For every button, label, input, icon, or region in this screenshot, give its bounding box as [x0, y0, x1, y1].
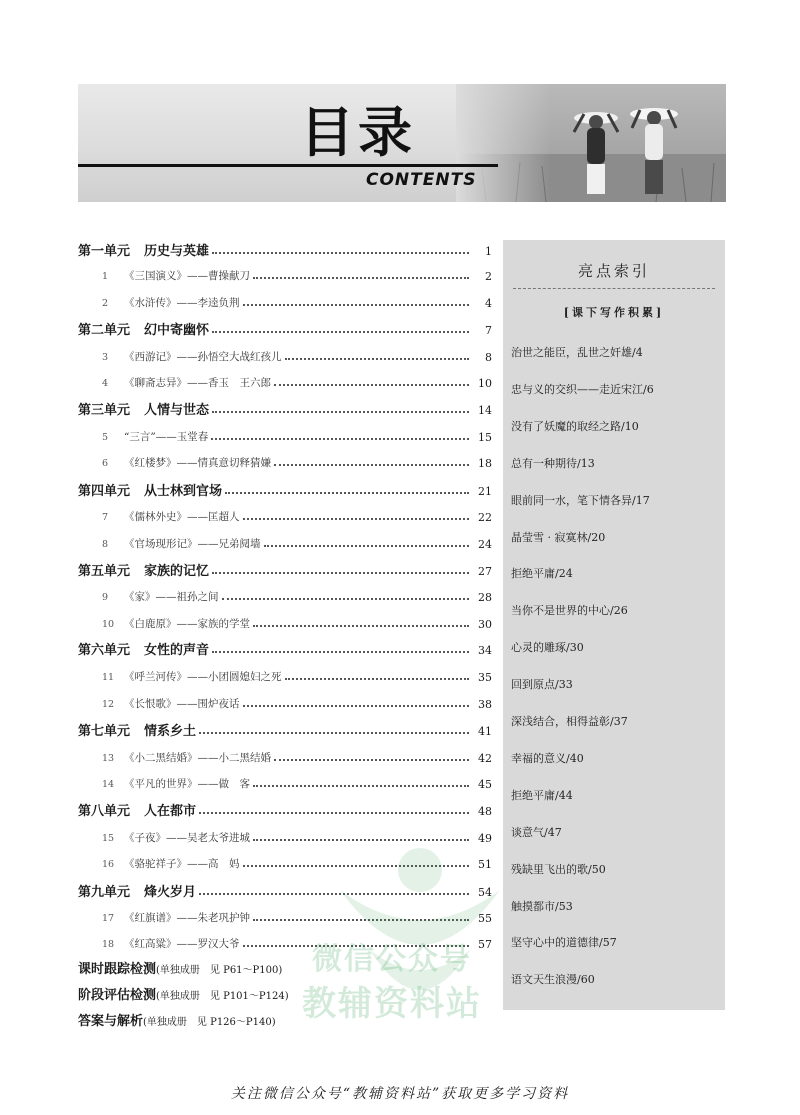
unit-heading: [78, 805, 196, 818]
panel-subtitle: [课下写作积累]: [563, 306, 665, 319]
unit-title: 烽火岁月: [144, 884, 197, 900]
lesson-heading: [78, 939, 240, 950]
lesson-title: 《红楼梦》——情真意切释猜嫌: [124, 456, 271, 469]
lesson-number: 10: [102, 618, 115, 630]
unit-heading: [78, 644, 209, 657]
page-number: 10: [478, 376, 492, 390]
page-number: 42: [478, 751, 492, 765]
lesson-number: 18: [102, 938, 115, 950]
unit-heading: [78, 324, 209, 337]
leader-dots: [285, 677, 470, 680]
page-number: 24: [478, 537, 492, 551]
toc-unit-row: [78, 720, 492, 742]
toc-unit-row: [78, 480, 492, 502]
lesson-number: 1: [102, 270, 109, 282]
leader-dots: [285, 357, 470, 360]
lesson-title: 《三国演义》——曹操献刀: [124, 269, 250, 282]
lesson-heading: [78, 592, 219, 603]
page-number: 4: [485, 296, 492, 310]
watermark-line1: 微信公众号: [312, 942, 472, 977]
index-item: 心灵的雕琢/30: [511, 641, 584, 655]
leader-dots: [211, 437, 469, 440]
unit-label: 第七单元: [78, 723, 131, 739]
lesson-title: “三言”——玉堂春: [124, 430, 209, 443]
page-number: 48: [478, 804, 492, 818]
lesson-title: 《小二黑结婚》——小二黑结婚: [124, 751, 271, 764]
lesson-number: 17: [102, 912, 115, 924]
unit-label: 第四单元: [78, 483, 131, 499]
page-number: 15: [478, 430, 492, 444]
unit-title: 从士林到官场: [144, 483, 223, 499]
unit-heading: [78, 886, 196, 899]
extra-note: (单独成册 见 P61～P100): [156, 964, 283, 976]
panel-title: 亮点索引: [577, 262, 650, 280]
page-number: 28: [478, 590, 492, 604]
unit-title: 情系乡土: [144, 723, 197, 739]
page-number: 22: [478, 510, 492, 524]
page-number: 54: [478, 885, 492, 899]
page-subtitle: CONTENTS: [366, 170, 477, 190]
page-number: 49: [478, 831, 492, 845]
page-number: 41: [478, 724, 492, 738]
toc-lesson-row: [78, 773, 492, 795]
toc-unit-row: [78, 319, 492, 341]
lesson-number: 13: [102, 752, 115, 764]
toc-lesson-row: [78, 747, 492, 769]
extra-heading: [78, 963, 282, 976]
lesson-number: 7: [102, 511, 109, 523]
extra-label: 课时跟踪检测: [78, 961, 157, 977]
leader-dots: [212, 650, 469, 653]
lesson-heading: [78, 298, 240, 309]
lesson-title: 《官场现形记》——兄弟阋墙: [124, 537, 261, 550]
lesson-number: 3: [102, 351, 109, 363]
lesson-title: 《长恨歌》——围炉夜话: [124, 697, 240, 710]
lesson-number: 9: [102, 591, 109, 603]
toc-lesson-row: [78, 666, 492, 688]
watermark-line2: 教辅资料站: [302, 984, 482, 1024]
toc-lesson-row: [78, 586, 492, 608]
toc-lesson-row: [78, 426, 492, 448]
toc-lesson-row: [78, 506, 492, 528]
lesson-heading: [78, 619, 250, 630]
page-number: 18: [478, 456, 492, 470]
lesson-heading: [78, 672, 282, 683]
lesson-title: 《平凡的世界》——做 客: [124, 777, 250, 790]
header-banner: [78, 84, 726, 202]
leader-dots: [274, 758, 469, 761]
lesson-number: 14: [102, 778, 115, 790]
unit-title: 人在都市: [144, 803, 197, 819]
page-title: 目录: [300, 101, 416, 164]
unit-heading: [78, 485, 222, 498]
leader-dots: [253, 624, 469, 627]
lesson-title: 《子夜》——吴老太爷进城: [124, 831, 250, 844]
index-item: 残缺里飞出的歌/50: [511, 862, 606, 876]
lesson-title: 《水浒传》——李逵负荆: [124, 296, 240, 309]
leader-dots: [253, 784, 469, 787]
page-number: 35: [478, 670, 492, 684]
extra-note: (单独成册 见 P126～P140): [143, 1016, 276, 1028]
page-number: 55: [478, 911, 492, 925]
leader-dots: [253, 276, 469, 279]
lesson-heading: [78, 913, 250, 924]
page-number: 21: [478, 484, 492, 498]
leader-dots: [212, 251, 469, 254]
unit-label: 第八单元: [78, 803, 131, 819]
unit-heading: [78, 404, 209, 417]
page-number: 1: [485, 244, 492, 258]
lesson-number: 12: [102, 698, 115, 710]
page-number: 7: [485, 323, 492, 337]
toc-unit-row: [78, 399, 492, 421]
leader-dots: [274, 383, 469, 386]
lesson-number: 6: [102, 457, 109, 469]
extra-label: 答案与解析: [78, 1013, 144, 1029]
lesson-title: 《聊斋志异》——香玉 王六郎: [124, 376, 271, 389]
page-number: 34: [478, 643, 492, 657]
unit-label: 第三单元: [78, 402, 131, 418]
lesson-title: 《白鹿原》——家族的学堂: [124, 617, 250, 630]
panel-divider: [513, 288, 715, 289]
lesson-heading: [78, 458, 271, 469]
unit-label: 第二单元: [78, 322, 131, 338]
index-item: 回到原点/33: [511, 678, 573, 692]
lesson-title: 《儒林外史》——匡超人: [124, 510, 240, 523]
lesson-title: 《骆驼祥子》——高 妈: [124, 857, 240, 870]
lesson-number: 16: [102, 858, 115, 870]
lesson-number: 4: [102, 377, 109, 389]
index-item: 当你不是世界的中心/26: [511, 604, 628, 618]
toc-lesson-row: [78, 265, 492, 287]
lesson-title: 《家》——祖孙之间: [124, 590, 219, 603]
unit-label: 第九单元: [78, 884, 131, 900]
page-number: 38: [478, 697, 492, 711]
leader-dots: [243, 303, 470, 306]
leader-dots: [274, 463, 469, 466]
leader-dots: [264, 544, 470, 547]
lesson-heading: [78, 859, 240, 870]
lesson-heading: [78, 512, 240, 523]
lesson-number: 15: [102, 832, 115, 844]
lesson-heading: [78, 432, 208, 443]
lesson-heading: [78, 699, 240, 710]
toc-lesson-row: [78, 533, 492, 555]
lesson-title: 《红旗谱》——朱老巩护钟: [124, 911, 250, 924]
index-item: 总有一种期待/13: [511, 456, 595, 470]
index-item: 晶莹雪 · 寂寞林/20: [511, 530, 606, 544]
index-item: 拒绝平庸/24: [511, 567, 573, 581]
unit-title: 女性的声音: [144, 642, 210, 658]
toc-lesson-row: [78, 346, 492, 368]
page-number: 2: [485, 269, 492, 283]
index-item: 眼前同一水，笔下情各异/17: [511, 493, 650, 507]
page-number: 51: [478, 857, 492, 871]
leader-dots: [199, 731, 469, 734]
lesson-number: 5: [102, 431, 109, 443]
extra-note: (单独成册 见 P101～P124): [156, 990, 289, 1002]
lesson-number: 11: [102, 671, 115, 683]
title-rule: [78, 164, 498, 167]
unit-title: 幻中寄幽怀: [144, 322, 210, 338]
unit-heading: [78, 565, 209, 578]
toc-unit-row: [78, 560, 492, 582]
unit-heading: [78, 245, 209, 258]
lesson-heading: [78, 779, 250, 790]
toc-lesson-row: [78, 613, 492, 635]
extra-heading: [78, 989, 289, 1002]
footer-note: 关注微信公众号“教辅资料站”获取更多学习资料: [230, 1086, 570, 1102]
lesson-title: 《西游记》——孙悟空大战红孩儿: [124, 350, 282, 363]
unit-label: 第六单元: [78, 642, 131, 658]
leader-dots: [212, 571, 469, 574]
extra-label: 阶段评估检测: [78, 987, 157, 1003]
toc-unit-row: [78, 639, 492, 661]
index-item: 谈意气/47: [511, 825, 562, 839]
unit-title: 人情与世态: [144, 402, 210, 418]
lesson-heading: [78, 833, 250, 844]
toc-lesson-row: [78, 292, 492, 314]
unit-label: 第五单元: [78, 563, 131, 579]
lesson-heading: [78, 352, 282, 363]
field-photo: [456, 84, 726, 202]
leader-dots: [212, 330, 469, 333]
page-number: 8: [485, 350, 492, 364]
lesson-number: 8: [102, 538, 109, 550]
index-item: 坚守心中的道德律/57: [511, 936, 617, 950]
page-number: 45: [478, 777, 492, 791]
leader-dots: [243, 517, 470, 520]
index-item: 没有了妖魔的取经之路/10: [511, 419, 639, 433]
toc-lesson-row: [78, 693, 492, 715]
index-item: 幸福的意义/40: [511, 751, 584, 765]
toc-lesson-row: [78, 372, 492, 394]
unit-title: 历史与英雄: [144, 243, 210, 259]
leader-dots: [212, 410, 469, 413]
unit-title: 家族的记忆: [144, 563, 210, 579]
page-number: 14: [478, 403, 492, 417]
lesson-heading: [78, 378, 271, 389]
page-number: 27: [478, 564, 492, 578]
lesson-number: 2: [102, 297, 109, 309]
index-item: 语文天生浪漫/60: [511, 973, 595, 987]
unit-heading: [78, 725, 196, 738]
lesson-heading: [78, 271, 250, 282]
page-number: 57: [478, 937, 492, 951]
lesson-heading: [78, 539, 261, 550]
index-item: 拒绝平庸/44: [511, 788, 573, 802]
extra-heading: [78, 1015, 276, 1028]
index-item: 触摸都市/53: [511, 899, 573, 913]
lesson-title: 《呼兰河传》——小团圆媳妇之死: [124, 670, 282, 683]
toc-unit-row: [78, 240, 492, 262]
toc-lesson-row: [78, 452, 492, 474]
lesson-title: 《红高粱》——罗汉大爷: [124, 937, 240, 950]
index-item: 治世之能臣，乱世之奸雄/4: [511, 346, 643, 359]
unit-label: 第一单元: [78, 243, 131, 259]
index-item: 深浅结合，相得益彰/37: [511, 715, 628, 728]
leader-dots: [222, 597, 470, 600]
lesson-heading: [78, 753, 271, 764]
leader-dots: [243, 704, 470, 707]
leader-dots: [225, 491, 469, 494]
page-number: 30: [478, 617, 492, 631]
index-item: 忠与义的交织——走近宋江/6: [511, 382, 654, 396]
